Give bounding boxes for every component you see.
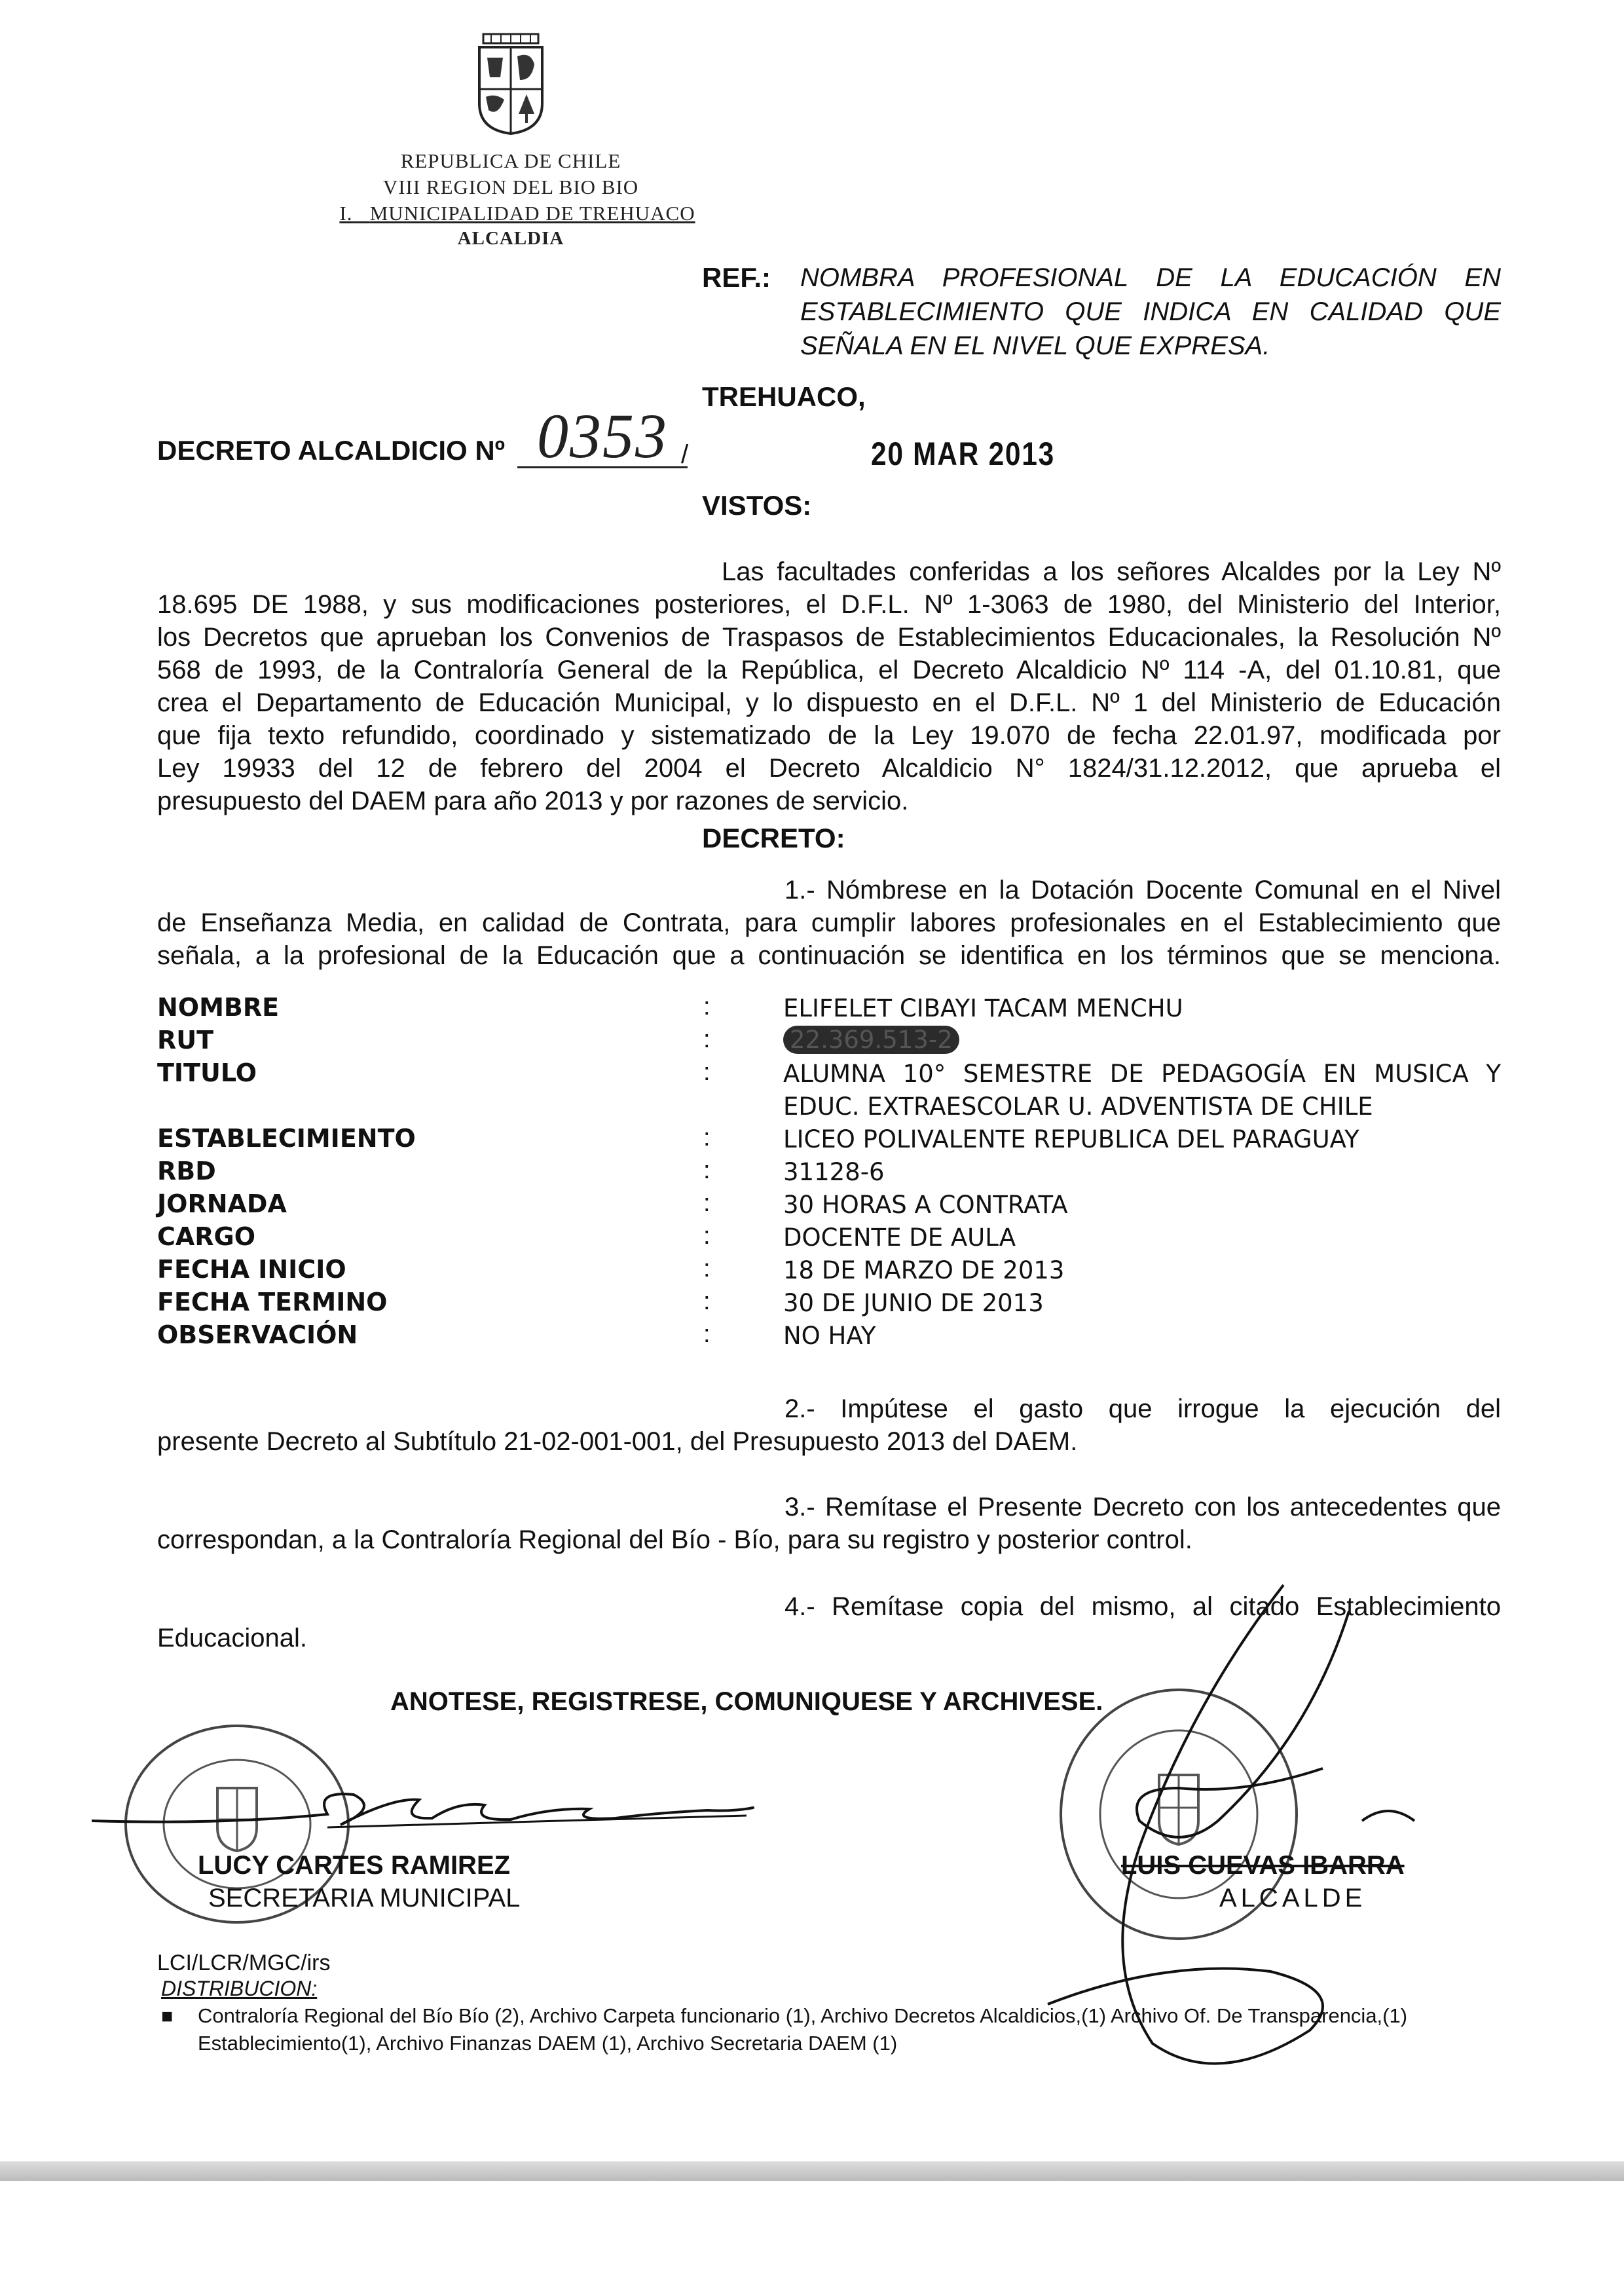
ref-line-1: NOMBRA PROFESIONAL DE LA EDUCACIÓN EN (800, 263, 1501, 292)
date-stamp: 20 MAR 2013 (871, 436, 1055, 472)
field-value-fecha-inicio: 18 DE MARZO DE 2013 (783, 1256, 1065, 1284)
field-value-jornada: 30 HORAS A CONTRATA (783, 1191, 1068, 1219)
article3-line-2: correspondan, a la Contraloría Regional del Bío - Bío, para su registro y posterior control. (157, 1525, 1192, 1554)
header-line-republic: REPUBLICA DE CHILE (400, 149, 621, 172)
field-label-fecha-termino: FECHA TERMINO (157, 1288, 388, 1316)
vistos-line-6: que fija texto refundido, coordinado y sistematizado de la Ley 19.070 de fecha 22.01.97, modificada por (157, 721, 1501, 750)
left-signer-role: SECRETARIA MUNICIPAL (208, 1884, 521, 1912)
field-colon: : (703, 1222, 710, 1250)
field-colon: : (703, 993, 710, 1020)
ref-line-3: SEÑALA EN EL NIVEL QUE EXPRESA. (800, 331, 1270, 360)
header-municipality-name: MUNICIPALIDAD DE TREHUACO (369, 202, 695, 225)
header-line-alcaldia: ALCALDIA (457, 228, 564, 249)
location: TREHUACO, (702, 381, 866, 412)
field-value-nombre: ELIFELET CIBAYI TACAM MENCHU (783, 994, 1183, 1022)
distribution-line-2: Establecimiento(1), Archivo Finanzas DAEM (1), Archivo Secretaria DAEM (1) (198, 2032, 898, 2055)
article3-line-1: 3.- Remítase el Presente Decreto con los antecedentes que (784, 1493, 1501, 1521)
distribution-bullet: ■ (161, 2006, 174, 2027)
header-municipality-prefix: I. (339, 202, 353, 225)
article4-line-1: 4.- Remítase copia del mismo, al citado Establecimiento (784, 1592, 1501, 1621)
field-label-rbd: RBD (157, 1157, 216, 1185)
decree-number: 0353 (537, 401, 668, 471)
decreto-heading: DECRETO: (702, 823, 845, 853)
field-value-fecha-termino: 30 DE JUNIO DE 2013 (783, 1289, 1044, 1317)
decree-label: DECRETO ALCALDICIO Nº (157, 435, 506, 466)
field-colon: : (703, 1189, 710, 1217)
decree-number-slash: / (681, 440, 689, 469)
field-value-titulo-2: EDUC. EXTRAESCOLAR U. ADVENTISTA DE CHILE (783, 1092, 1373, 1121)
secretaria-signature-icon (92, 1782, 760, 1854)
article1-line-1 (784, 874, 1501, 906)
vistos-line-1: Las facultades conferidas a los señores Alcaldes por la Ley Nº (722, 557, 1501, 586)
field-colon: : (703, 1124, 710, 1151)
vistos-line-2: 18.695 DE 1988, y sus modificaciones posteriores, el D.F.L. Nº 1-3063 de 1980, del Ministerio del Interior, (157, 590, 1501, 619)
field-label-fecha-inicio: FECHA INICIO (157, 1255, 346, 1284)
field-colon: : (703, 1255, 710, 1282)
field-colon: : (703, 1026, 710, 1053)
field-value-observacion: NO HAY (783, 1322, 876, 1350)
field-label-nombre: NOMBRE (157, 993, 280, 1022)
field-value-titulo-1: ALUMNA 10° SEMESTRE DE PEDAGOGÍA EN MUSICA Y (783, 1060, 1501, 1088)
field-colon: : (703, 1058, 710, 1086)
field-label-observacion: OBSERVACIÓN (157, 1320, 358, 1349)
scan-edge (0, 2161, 1624, 2181)
vistos-line-3: los Decretos que aprueban los Convenios de Traspasos de Establecimientos Educacionales, la Resolución Nº (157, 623, 1501, 652)
article4-line-2: Educacional. (157, 1624, 308, 1652)
vistos-line-7: Ley 19933 del 12 de febrero del 2004 el Decreto Alcaldicio N° 1824/31.12.2012, que aprueba el (157, 754, 1501, 783)
vistos-heading: VISTOS: (702, 490, 812, 521)
article2-line-2: presente Decreto al Subtítulo 21-02-001-001, del Presupuesto 2013 del DAEM. (157, 1427, 1078, 1456)
field-colon: : (703, 1288, 710, 1315)
article1-line-3: señala, a la profesional de la Educación que a continuación se identifica en los términos que se menciona. (157, 941, 1501, 970)
closing-statement: ANOTESE, REGISTRESE, COMUNIQUESE Y ARCHIVESE. (390, 1687, 1103, 1716)
initials: LCI/LCR/MGC/irs (157, 1950, 331, 1975)
vistos-line-4: 568 de 1993, de la Contraloría General de la República, el Decreto Alcaldicio Nº 114 -A, del 01.10.81, que (157, 656, 1501, 684)
field-value-rbd: 31128-6 (783, 1158, 885, 1186)
field-value-rut: 22.369.513-2 (783, 1026, 959, 1054)
ref-line-2: ESTABLECIMIENTO QUE INDICA EN CALIDAD QUE (800, 297, 1501, 326)
article2-line-1: 2.- Impútese el gasto que irrogue la ejecución del (784, 1394, 1501, 1423)
field-label-titulo: TITULO (157, 1058, 257, 1087)
municipal-crest-icon (471, 31, 550, 136)
article1-line-2: de Enseñanza Media, en calidad de Contrata, para cumplir labores profesionales en el Establecimiento que (157, 908, 1501, 937)
right-signer-name: LUIS CUEVAS IBARRA (1121, 1851, 1405, 1880)
field-label-rut: RUT (157, 1026, 214, 1054)
ref-label: REF.: (702, 262, 771, 293)
field-value-establecimiento: LICEO POLIVALENTE REPUBLICA DEL PARAGUAY (783, 1125, 1359, 1153)
distribution-heading: DISTRIBUCION: (161, 1977, 318, 2000)
field-label-establecimiento: ESTABLECIMIENTO (157, 1124, 416, 1153)
header-line-municipality (314, 202, 720, 225)
field-label-cargo: CARGO (157, 1222, 256, 1251)
field-colon: : (703, 1157, 710, 1184)
header-line-region: VIII REGION DEL BIO BIO (382, 176, 639, 198)
vistos-line-8: presupuesto del DAEM para año 2013 y por razones de servicio. (157, 787, 909, 815)
vistos-line-5: crea el Departamento de Educación Municipal, y lo dispuesto en el D.F.L. Nº 1 del Ministerio de Educación (157, 688, 1501, 717)
left-signer-name: LUCY CARTES RAMIREZ (198, 1851, 511, 1880)
field-value-cargo: DOCENTE DE AULA (783, 1223, 1016, 1252)
distribution-line-1: Contraloría Regional del Bío Bío (2), Archivo Carpeta funcionario (1), Archivo Decretos Alcaldicios,(1) Archivo Of. De Transparencia,(1) (198, 2004, 1408, 2027)
article1-text-1: 1.- Nómbrese en la Dotación Docente Comunal en el Nivel (784, 876, 1501, 905)
field-label-jornada: JORNADA (157, 1189, 287, 1218)
right-signer-role: ALCALDE (1219, 1884, 1367, 1912)
field-colon: : (703, 1320, 710, 1348)
